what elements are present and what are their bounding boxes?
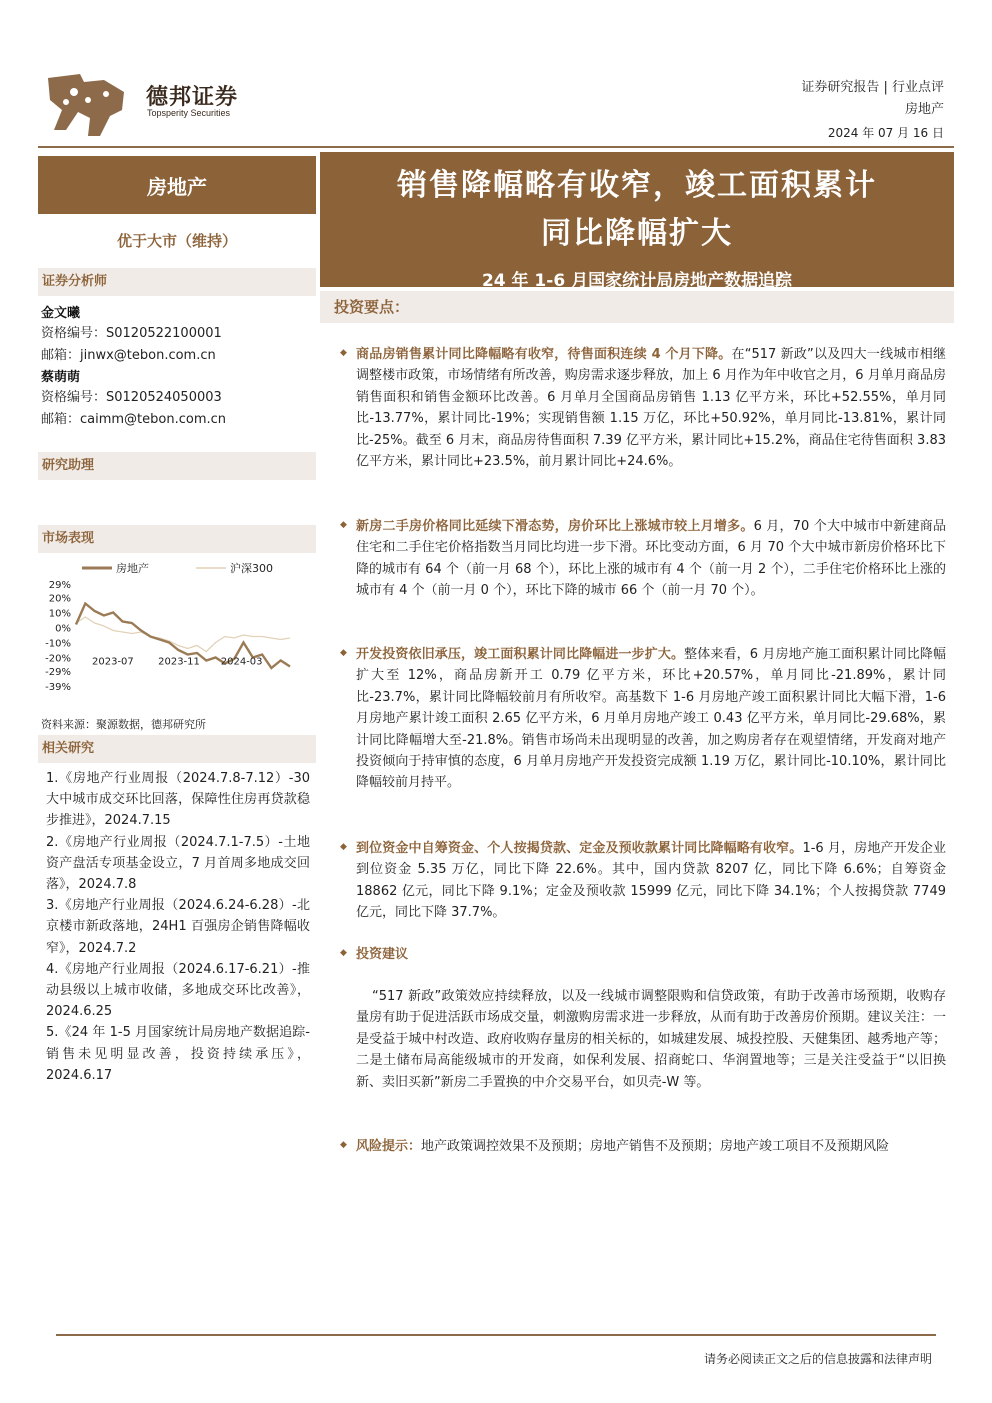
bullet-icon: ◆ (340, 1140, 347, 1150)
brand-name: 德邦证券 (146, 85, 239, 110)
key-point-lead: 商品房销售累计同比降幅略有收窄，待售面积连续 4 个月下降。 (356, 347, 732, 362)
bullet-icon: ◆ (340, 948, 347, 958)
analyst-name: 蔡萌萌 (41, 370, 81, 385)
related-section-head: 相关研究 (38, 735, 316, 763)
chart-source: 资料来源：聚源数据，德邦研究所 (41, 718, 206, 731)
report-date: 2024 年 07 月 16 日 (827, 126, 944, 140)
advice-title: 投资建议 (356, 947, 409, 962)
assistant-section-head: 研究助理 (38, 452, 316, 480)
risk-warning (340, 1136, 946, 1157)
analyst-section-head: 证券分析师 (38, 268, 316, 296)
x-tick-label: 2024-03 (220, 656, 263, 668)
advice-body (340, 986, 946, 1093)
title-banner (320, 152, 954, 291)
risk-title: 风险提示： (356, 1139, 422, 1154)
key-point-lead: 到位资金中自筹资金、个人按揭贷款、定金及预收款累计同比降幅略有收窄。 (356, 841, 803, 856)
related-item[interactable]: 2.《房地产行业周报（2024.7.1-7.5）-土地资产盘活专项基金设立，7 月首周多地成交回落》，2024.7.8 (46, 834, 310, 893)
key-point-3 (340, 644, 946, 794)
key-point-body: 整体来看，6 月房地产施工面积累计同比降幅扩大至 12%，商品房新开工 0.79 亿平方米，环比+20.57%，单月同比-21.89%，累计同比-23.7%，累计同比降幅较前月有所收窄。高基数下 1-6 月房地产竣工面积累计同比大幅下滑，1-6 月房地产累计竣工面积 2.65 亿平方米，6 月单月房地产竣工 0.43 亿平方米，单月同比-29.68%，累计同比降幅增大至-21.8%。销售市场尚未出现明显的改善，加之购房者存在观望情绪，开发商对地产投资倾向于持审慎的态度，6 月单月房地产开发投资完成额 1.19 万亿，累计同比-10.10%，累计同比降幅较前月持平。 (356, 647, 946, 791)
analyst-cert: 资格编号：S0120522100001 (41, 326, 222, 341)
bullet-icon: ◆ (340, 520, 347, 530)
footer-disclaimer: 请务必阅读正文之后的信息披露和法律声明 (703, 1352, 932, 1366)
key-point-1 (340, 344, 946, 472)
y-tick-label: -20% (45, 653, 71, 665)
advice-text: “517 新政”政策效应持续释放，以及一线城市调整限购和信贷政策，有助于改善市场预期，收购存量房有助于促进活跃市场成交量，刺激购房需求进一步释放，从而有助于改善房价预期。建议关注：一是受益于城中村改造、政府收购存量房的相关标的，如城建发展、城投控股、天健集团、越秀地产等；二是土储布局高能级城市的开发商，如保利发展、招商蛇口、华润置地等；三是关注受益于“以旧换新、卖旧买新”新房二手置换的中介交易平台，如贝壳-W 等。 (356, 989, 946, 1090)
related-item[interactable]: 5.《24 年 1-5 月国家统计局房地产数据追踪-销售未见明显改善，投资持续承压》，2024.6.17 (46, 1025, 310, 1083)
y-tick-label: 29% (48, 580, 71, 591)
y-tick-label: -39% (45, 682, 71, 693)
y-tick-label: 20% (48, 593, 71, 605)
header-sector: 房地产 (904, 102, 944, 117)
series-line (76, 617, 290, 652)
report-type: 证券研究报告 | 行业点评 (801, 80, 944, 95)
analyst-cert: 资格编号：S0120524050003 (41, 390, 222, 405)
title-line-1: 销售降幅略有收窄，竣工面积累计 (397, 168, 877, 203)
key-point-lead: 开发投资依旧承压，竣工面积累计同比降幅进一步扩大。 (356, 647, 685, 662)
related-item[interactable]: 4.《房地产行业周报（2024.6.17-6.21）-推动县级以上城市收储，多地成交环比改善》，2024.6.25 (46, 961, 310, 1020)
related-research-list (46, 768, 310, 1086)
legend-label: 沪深300 (230, 562, 273, 575)
report-subtitle: 24 年 1-6 月国家统计局房地产数据追踪 (481, 271, 793, 291)
key-point-body: 1-6 月，房地产开发企业到位资金 5.35 万亿，同比下降 22.6%。其中，国内贷款 8207 亿，同比下降 6.6%；自筹资金 18862 亿元，同比下降 9.1%；定金及预收款 15999 亿元，同比下降 34.1%；个人按揭贷款 7749 亿元，同比下降 37.7%。 (356, 841, 946, 921)
title-line-2: 同比降幅扩大 (541, 216, 733, 251)
footer-divider (56, 1334, 936, 1336)
legend-label: 房地产 (116, 562, 149, 575)
y-tick-label: -10% (45, 638, 71, 650)
key-point-4 (340, 838, 946, 924)
key-point-2 (340, 516, 946, 602)
analyst-name: 金文曦 (41, 306, 81, 321)
bullet-icon: ◆ (340, 648, 347, 658)
y-tick-label: -29% (45, 667, 71, 678)
key-point-body: 在“517 新政”以及四大一线城市相继调整楼市政策，市场情绪有所改善，购房需求逐步释放，加上 6 月作为年中收官之月，6 月单月商品房销售面积和销售金额环比改善。6 月单月全国商品房销售 1.13 亿平方米，环比+52.55%，单月同比-13.77%，累计同比-19%；实现销售额 1.15 万亿，环比+50.92%，单月同比-13.81%，累计同比-25%。截至 6 月末，商品房待售面积 7.39 亿平方米，累计同比+15.2%，商品住宅待售面积 3.83 亿平方米，累计同比+23.5%，前月累计同比+24.6%。 (356, 347, 946, 470)
brand-name-en: Topsperity Securities (147, 108, 231, 118)
key-points-head: 投资要点： (320, 291, 954, 323)
related-item[interactable]: 1.《房地产行业周报（2024.7.8-7.12）-30 大中城市成交环比回落，保障性住房再贷款稳步推进》，2024.7.15 (46, 771, 310, 829)
key-point-body: 6 月，70 个大中城市中新建商品住宅和二手住宅价格指数当月同比均进一步下滑。环比变动方面，6 月 70 个大中城市新房价格环比下降的城市有 64 个（前一月 68 个），环比上涨的城市有 4 个（前一月 2 个），二手住宅价格环比上涨的城市有 4 个（前一月 0 个），环比下降的城市 66 个（前一月 70 个）。 (356, 519, 947, 599)
advice-head (340, 944, 946, 965)
analyst-email[interactable]: 邮箱：jinwx@tebon.com.cn (41, 348, 216, 363)
y-tick-label: 10% (48, 608, 71, 620)
analyst-email[interactable]: 邮箱：caimm@tebon.com.cn (41, 412, 227, 427)
risk-text: 地产政策调控效果不及预期；房地产销售不及预期；房地产竣工项目不及预期风险 (421, 1139, 890, 1154)
header-divider (38, 146, 954, 148)
key-point-lead: 新房二手房价格同比延续下滑态势，房价环比上涨城市较上月增多。 (356, 519, 754, 534)
market-performance-chart (38, 552, 316, 702)
x-tick-label: 2023-11 (158, 656, 200, 668)
bullet-icon: ◆ (340, 842, 347, 852)
y-tick-label: 0% (55, 623, 71, 635)
rating: 优于大市（维持） (116, 232, 237, 250)
related-item[interactable]: 3.《房地产行业周报（2024.6.24-6.28）-北京楼市新政落地，24H1 百强房企销售降幅收窄》，2024.7.2 (46, 898, 310, 956)
report-title (320, 152, 954, 258)
bullet-icon: ◆ (340, 348, 347, 358)
company-logo (44, 70, 128, 140)
sector-label: 房地产 (38, 156, 316, 214)
market-section-head: 市场表现 (38, 525, 316, 553)
x-tick-label: 2023-07 (92, 656, 134, 668)
